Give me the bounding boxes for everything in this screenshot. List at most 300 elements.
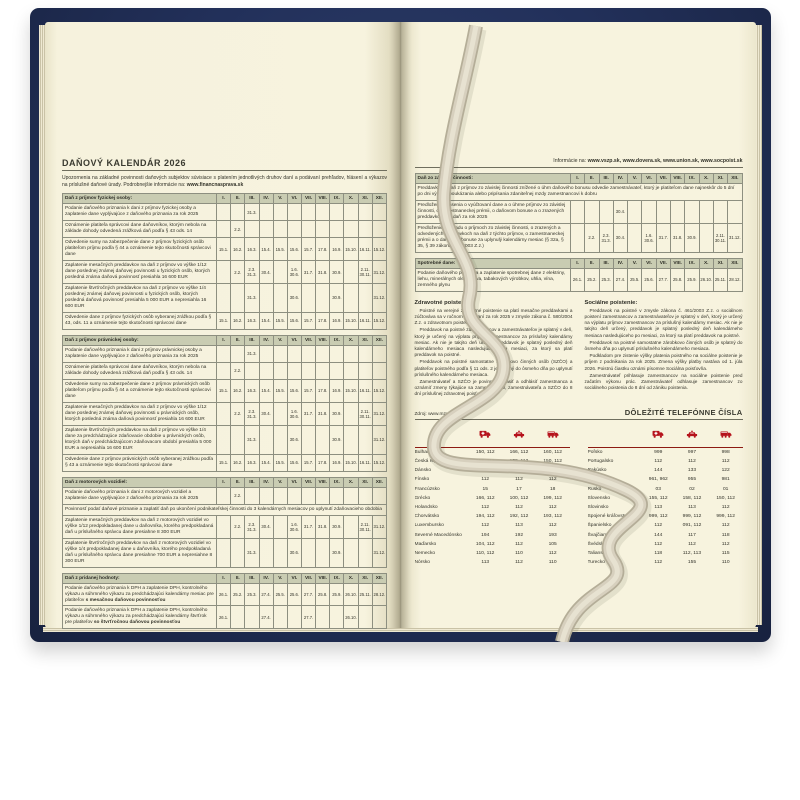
date-cell [231,538,245,567]
month-header: VII. [656,258,670,268]
date-cell: 27.7. [656,268,670,291]
phone-numbers-title: DÔLEŽITÉ TELEFÓNNE ČÍSLA [624,407,743,417]
date-cell [287,345,301,362]
date-cell: 31.8. [670,223,684,252]
month-header: I. [570,258,584,268]
date-cell: 25.9. [685,268,699,291]
date-cell: 30.9. [330,515,344,538]
date-cell: 15.5. [273,312,287,329]
paragraph: Poistné na verejné zdravotné poistenie sa platí mesačne preddavkami a zúčtováva sa v ročnom zúčtovaní za rok 2025 v zmysle zákona č. 580/2004 Z.z. o zdravotnom poistení. [414,307,573,326]
date-cell: 15.4. [259,312,273,329]
country-name: Švajčiarsko [587,532,613,538]
row-label: Predloženie Hlásenia o vyúčtovaní dane a o úhrne príjmov zo závislej činnosti, o zamestnaneckej prémii, o daňovom bonuse a o zrazených preddavkoch na daň za rok 2025 [415,200,570,223]
date-cell: 15.12. [372,238,386,261]
month-header: X. [344,477,358,487]
phone-number: 110, 112 [476,551,495,557]
table-title: Daň z príjmov právnickej osoby: [63,335,217,345]
date-cell: 27.4. [259,583,273,606]
date-cell: 15.6. [287,379,301,402]
date-cell: 15.12. [372,379,386,402]
month-header: III. [245,477,259,487]
month-header: I. [217,477,231,487]
tax-table-motor-vehicle [62,477,387,568]
date-cell: 2.11. 30.11. [358,402,372,425]
phone-number: 999, 112 [682,514,702,520]
date-cell: 2.2. [231,487,245,504]
date-cell [273,362,287,379]
date-cell [316,345,330,362]
country-name: Nemecko [414,551,436,557]
date-cell: 31.8. [316,261,330,284]
phone-number: 955 [687,477,697,483]
phone-number: 150, 112 [716,495,735,501]
date-cell [316,362,330,379]
date-cell: 2.3. 31.3. [245,261,259,284]
date-cell: 26.10. [699,268,713,291]
phone-number: 199, 112 [543,495,562,501]
phone-number: 15 [482,486,488,492]
month-header: VI. [287,335,301,345]
table-row [63,504,387,515]
date-cell: 25.6. [642,268,656,291]
full-width-note: Povinnosť podať daňové priznanie a zaplatiť daň po ukončení podnikateľskej činnosti do 3 kalendárnych mesiacov po uplynutí zdaňovacieho obdobia [63,504,387,515]
date-cell [231,284,245,313]
date-cell: 17.8. [316,454,330,471]
date-cell: 2.11. 30.11. [358,261,372,284]
month-header: VII. [301,477,315,487]
phone-row [415,540,570,549]
phone-number: 194 [481,532,490,538]
phone-row [588,540,743,549]
date-cell: 30.6. [287,425,301,454]
table-row [63,515,387,538]
paragraph: Preddavok na poistné samostatne zárobkovo činných osôb (SZČO) a platiteľov poistného podľa § 11 ods. 2 je splatný do ôsmeho dňa po uplynutí príslušného kalendárneho mesiaca. [414,359,573,377]
table-row [63,238,387,261]
phone-group-right [588,424,743,568]
table-row [63,261,387,284]
phone-number: 112 [515,560,523,566]
date-cell: 25.2. [585,268,599,291]
country-name: Fínsko [414,477,430,483]
date-cell [344,538,358,567]
phone-number: 999, 112 [648,514,668,520]
table-row [63,454,387,471]
phone-number: 112 [548,477,557,483]
phone-number: 117 [688,532,696,538]
date-cell: 16.3. [245,312,259,329]
row-label: Odvedenie sumy na zabezpečenie dane z príjmov fyzických osôb platiteľom príjmu podľa § 44 a oznámenie tejto skutočnosti správcovi dane [63,238,217,261]
date-cell [217,538,231,567]
date-cell [344,425,358,454]
phone-number: 112, 113 [682,551,702,557]
country-name: Chorvátsko [414,514,440,520]
phone-number: 144 [654,468,663,474]
country-name: Česká republika [414,458,450,464]
month-header: VII. [301,194,315,204]
date-cell [344,221,358,238]
phone-number: 113 [688,504,696,510]
phone-number: 112 [515,504,523,510]
date-cell [273,425,287,454]
date-cell [245,221,259,238]
country-name: Rumunsko [587,477,611,483]
phone-number: 112 [688,541,696,547]
date-cell: 15.7. [301,312,315,329]
phone-row [588,521,743,530]
month-header: I. [217,335,231,345]
date-cell: 26.10. [344,583,358,606]
date-cell [344,345,358,362]
country-name: Slovensko [587,495,611,501]
date-cell: 2.3. 31.3. [599,223,613,252]
date-cell: 31.8. [316,402,330,425]
date-cell: 15.7. [301,379,315,402]
date-cell: 1.6. 30.6. [287,402,301,425]
fire-truck-icon [709,426,743,444]
row-label: Zaplatenie štvrťročných preddavkov na daň z motorových vozidiel vo výške 1/4 predpokladanej dane u daňovníka, ktorého predpokladaná daň u príslušného správcu dane presiahne 700 EUR a nepresiahne 8 300 EUR [63,538,217,567]
row-label: Zaplatenie štvrťročných preddavkov na daň z príjmov vo výške 1/4 poslednej známej daňovej povinnosti u fyzických osôb, ktorých posledná daňová povinnosť presiahla 5 000 EUR a nepresiahla 16 600 EUR [63,284,217,313]
phone-number: 112 [515,468,523,474]
month-header: XII. [728,174,742,184]
health-insurance-text [415,308,573,398]
phone-number: 113 [515,523,523,529]
row-label: Oznámenie platiteľa správcovi dane daňovníkov, ktorým nebola na základe dohody odvedená zrážková daň podľa § 43 ods. 14 [63,362,217,379]
police-car-icon [502,426,536,444]
date-cell [330,221,344,238]
date-cell [358,487,372,504]
date-cell: 31.12. [372,515,386,538]
date-cell [699,200,713,223]
date-cell [372,362,386,379]
month-header: V. [628,174,642,184]
month-header: IV. [259,194,273,204]
date-cell: 16.11. [358,454,372,471]
phone-icons-header [588,424,743,448]
phone-row [415,558,570,567]
phone-row [588,466,743,475]
row-label: Predloženie prehľadu o príjmoch zo závislej činnosti, o zrazených a odvedených preddavkoch na daň z týchto príjmov, o zamestnaneckej prémii a o daňovom bonuse za uplynulý kalendárny mesiac (§ 32a, § 35, § 39 zákona 595/2003 Z.z.) [415,223,570,252]
phone-number: 112 [481,523,490,529]
date-cell [231,345,245,362]
date-cell: 16.2. [231,454,245,471]
finance-administration-url: www.financnasprava.sk [186,181,244,188]
month-header: III. [245,573,259,583]
phone-number: 998 [721,449,730,455]
date-cell: 31.7. [656,223,670,252]
month-header: I. [217,194,231,204]
date-cell: 31.7. [301,402,315,425]
date-cell [713,200,727,223]
date-cell [273,345,287,362]
date-cell [344,261,358,284]
date-cell [273,284,287,313]
phone-number: 113 [654,504,663,510]
date-cell: 15.7. [301,238,315,261]
row-label: Podanie daňového priznania k DPH a zaplatenie DPH, kontrolného výkazu a súhrnného výkazu za predchádzajúci kalendárny štvrťrok pre platiteľov so štvrťročnou daňovou povinnosťou [63,606,217,629]
row-label: Podanie daňového priznania k dani z príjmov právnickej osoby a zaplatenie dane vyplývajúce z daňového priznania za rok 2025 [63,345,217,362]
ambulance-icon [468,426,502,444]
phone-number: 01 [722,486,729,492]
table-row [415,223,742,252]
country-name: Luxembursko [414,523,444,529]
date-cell: 15.4. [259,454,273,471]
date-cell [570,200,584,223]
date-cell: 17.8. [316,379,330,402]
row-label: Zaplatenie mesačných preddavkov na daň z motorových vozidiel vo výške 1/12 predpokladanej dane u daňovníka, ktorého predpokladaná daň u príslušného správcu dane presiahne 8 300 EUR [63,515,217,538]
date-cell: 28.12. [372,583,386,606]
phone-number: 110 [548,560,557,566]
table-row [63,487,387,504]
phone-row [588,558,743,567]
month-header: XII. [728,258,742,268]
date-cell [358,538,372,567]
phone-number: 961, 962 [648,477,668,483]
date-cell [330,345,344,362]
row-label: Odvedenie dane z príjmov právnických osôb vyberanej zrážkou podľa § 43 a oznámenie tejto skutočnosti správcovi dane [63,454,217,471]
date-cell: 30.9. [685,223,699,252]
month-header: VI. [642,174,656,184]
date-cell [245,362,259,379]
month-header: XII. [372,335,386,345]
row-label: Zaplatenie mesačných preddavkov na daň z príjmov vo výške 1/12 dane poslednej známej daňovej povinnosti u fyzických osôb, ktorých posledná známa daňová povinnosť presiahla 16 600 EUR [63,261,217,284]
date-cell: 15.6. [287,454,301,471]
table-row [63,284,387,313]
month-header: IX. [330,335,344,345]
phone-number: 999 [654,449,663,455]
date-cell: 28.12. [728,268,742,291]
country-name: Rusko [587,486,602,492]
date-cell [628,200,642,223]
month-header: IX. [330,194,344,204]
date-cell: 15.10. [344,238,358,261]
date-cell: 30.4. [613,200,627,223]
month-header: II. [585,258,599,268]
date-cell: 2.2. [231,261,245,284]
phone-number: 158, 112 [682,495,702,501]
date-cell: 15.1. [217,454,231,471]
date-cell [287,204,301,221]
phone-number: 112 [654,458,663,464]
phone-icons-header [415,424,570,448]
date-cell [245,487,259,504]
date-cell [301,425,315,454]
phone-group-left [415,424,570,568]
date-cell: 16.11. [358,312,372,329]
date-cell: 27.7. [301,606,315,629]
month-header: XI. [358,335,372,345]
date-cell [273,515,287,538]
date-cell [316,606,330,629]
date-cell [259,204,273,221]
date-cell [358,425,372,454]
phone-numbers-table [415,424,743,568]
phone-row [588,457,743,466]
date-cell: 31.3. [245,345,259,362]
phone-number: 192, 112 [509,514,529,520]
insurance-info-header [415,158,743,164]
date-cell [301,284,315,313]
date-cell: 31.7. [301,515,315,538]
country-name: Poľsko [587,449,603,455]
date-cell: 15.1. [217,379,231,402]
social-insurance-title: Sociálne poistenie: [584,299,638,306]
month-header: VIII. [670,258,684,268]
phone-number: 112 [721,504,730,510]
month-header: II. [231,477,245,487]
phone-number: 105 [548,541,557,547]
phone-number: 110 [721,560,730,566]
date-cell: 27.4. [613,268,627,291]
month-header: IV. [259,573,273,583]
date-cell [301,538,315,567]
paragraph: Preddavok na poistné zamestnancov a zamestnávateľov je splatný v deň, ktorý je určený na výplatu príjmov zamestnancov za príslušný kalendárny mesiac. Ak nie je takýto deň určený, preddavok je splatný posledný deň kalendárneho mesiaca nasledujúceho po mesiaci, za ktorý sa platí preddavok na poistné. [414,327,573,358]
table-header-row [415,174,742,184]
date-cell: 31.3. [245,284,259,313]
table-row [63,402,387,425]
left-page-content [62,158,387,629]
country-name: Spojené kráľovstvo [587,514,630,520]
table-row [63,379,387,402]
date-cell: 2.2. [231,362,245,379]
phone-number: 122 [721,468,730,474]
date-cell [301,487,315,504]
date-cell: 25.5. [628,268,642,291]
full-width-note: Preddavky na daň z príjmov zo závislej činnosti znížené o úhrn daňového bonusu odvedie zamestnávateľ, ktorý je platiteľom dane najneskôr do 5 dní po dni výplaty, poukázania alebo pripísania zdaniteľnej mzdy zamestnancovi k dobru [415,184,742,201]
month-header: IV. [259,335,273,345]
table-header-row [415,258,742,268]
date-cell: 15.1. [217,312,231,329]
tax-table-corporate-income [62,335,387,472]
date-cell: 16.9. [330,238,344,261]
phone-number: 999, 112 [716,514,735,520]
country-name: Turecko [587,560,605,566]
phone-number: 02 [689,486,695,492]
table-row [415,200,742,223]
phone-number: 997 [687,449,697,455]
date-cell [372,345,386,362]
header-divider [415,167,743,168]
date-cell: 16.3. [245,238,259,261]
date-cell: 16.9. [330,379,344,402]
row-label: Zaplatenie štvrťročných preddavkov na daň z príjmov vo výške 1/4 dane za predchádzajúce zdaňovacie obdobie u právnických osôb, ktorých daň v predchádzajúcom zdaňovacom období presiahla 5 000 EUR a nepresiahla 16 600 EUR [63,425,217,454]
table-row [63,425,387,454]
month-header: XII. [372,194,386,204]
phone-number: 112 [721,458,730,464]
open-pages [45,22,756,628]
date-cell: 15.10. [344,312,358,329]
date-cell: 2.2. [231,515,245,538]
insurance-urls: www.vszp.sk, www.dovera.sk, www.union.sk, www.socpoist.sk [587,158,743,164]
phone-number: 155 [687,560,697,566]
page-title: DAŇOVÝ KALENDÁR 2026 [62,158,187,168]
month-header: I. [570,174,584,184]
phone-number: 115 [721,551,730,557]
source-note: Zdroj: www.mzv.sk [414,411,455,417]
date-cell [217,204,231,221]
date-cell [585,200,599,223]
date-cell [287,221,301,238]
phone-row [415,512,570,521]
date-cell: 2.3. 31.3. [245,402,259,425]
date-cell [217,261,231,284]
month-header: III. [599,258,613,268]
row-label: Podanie daňového priznania k dani z motorových vozidiel a zaplatenie dane vyplývajúce z daňového priznania za rok 2025 [63,487,217,504]
table-title: Daň z príjmov fyzickej osoby: [63,194,217,204]
date-cell [287,362,301,379]
date-cell [273,538,287,567]
intro-text [62,175,387,188]
month-header: V. [273,194,287,204]
phone-number: 100, 112 [509,495,529,501]
table-row [63,204,387,221]
phone-number: 112 [481,468,490,474]
table-row [415,268,742,291]
phone-number: 150, 112 [543,458,562,464]
phone-number: 112 [481,504,490,510]
phone-number: 166, 112 [475,495,495,501]
date-cell [301,345,315,362]
date-cell: 15.5. [273,379,287,402]
table-row [63,221,387,238]
row-label: Podanie daňového priznania k dani z príjmov fyzickej osoby a zaplatenie dane vyplývajúce z daňového priznania za rok 2025 [63,204,217,221]
phone-number: 112 [548,551,557,557]
table-header-row [63,194,387,204]
date-cell: 15.6. [287,238,301,261]
date-cell: 15.4. [259,379,273,402]
date-cell [316,425,330,454]
date-cell [287,487,301,504]
table-header-row [63,477,387,487]
date-cell: 25.5. [273,583,287,606]
date-cell [344,515,358,538]
date-cell: 15.6. [287,312,301,329]
phone-number: 193, 112 [543,514,562,520]
phone-number: 112 [515,477,523,483]
date-cell [217,362,231,379]
social-insurance-section [585,300,743,399]
phone-number: 166, 112 [509,449,529,455]
social-insurance-text [585,308,743,392]
date-cell [330,204,344,221]
date-cell [245,606,259,629]
phone-row [415,475,570,484]
date-cell [628,223,642,252]
right-page [401,22,757,628]
month-header: XI. [358,573,372,583]
tax-table-vat [62,573,387,630]
date-cell [259,221,273,238]
date-cell: 1.6. 30.6. [642,223,656,252]
phone-number: 17 [516,486,522,492]
info-prefix: Informácie na: [553,158,587,164]
date-cell: 15.10. [344,454,358,471]
phone-row [415,466,570,475]
phone-row [415,549,570,558]
date-cell [316,487,330,504]
country-name: Maďarsko [414,541,437,547]
date-cell [670,200,684,223]
phone-number: 113 [481,560,490,566]
month-header: VII. [301,335,315,345]
date-cell: 30.9. [330,402,344,425]
phone-row [588,485,743,494]
date-cell [259,284,273,313]
left-page [45,22,401,628]
date-cell [231,606,245,629]
date-cell [330,606,344,629]
date-cell: 27.7. [301,583,315,606]
date-cell [217,515,231,538]
